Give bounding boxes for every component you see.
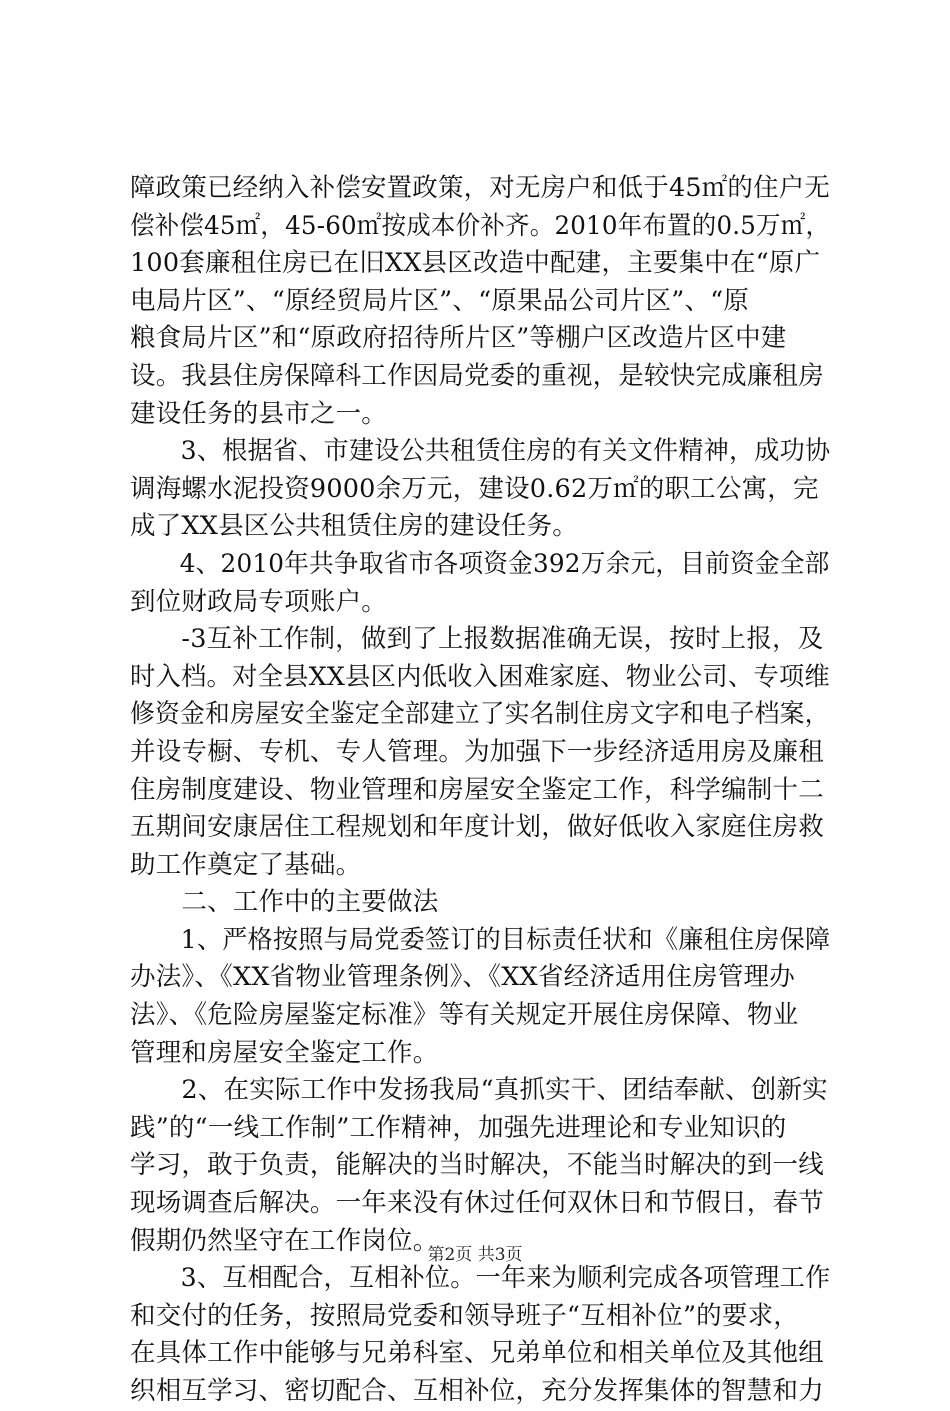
text-line: 法》、《危险房屋鉴定标准》等有关规定开展住房保障、物业 [130,1000,799,1031]
text-line: 助工作奠定了基础。 [130,849,362,880]
text-line: 五期间安康居住工程规划和年度计划，做好低收入家庭住房救 [130,812,824,843]
text-line: 时入档。对全县XX县区内低收入困难家庭、物业公司、专项维 [130,661,830,692]
text-line: 践”的“一线工作制”工作精神，加强先进理论和专业知识的 [130,1112,787,1143]
text-line: 假期仍然坚守在工作岗位。 [130,1225,439,1256]
text-line: 障政策已经纳入补偿安置政策，对无房户和低于45㎡的住户无 [130,173,831,203]
text-line: 织相互学习、密切配合、互相补位，充分发挥集体的智慧和力 [130,1376,824,1406]
text-line: 偿补偿45㎡，45-60㎡按成本价补齐。2010年布置的0.5万㎡， [130,210,831,241]
text-line: 2、在实际工作中发扬我局“真抓实干、团结奉献、创新实 [130,1075,828,1106]
text-line: 建设任务的县市之一。 [130,398,388,429]
text-line: 4、2010年共争取省市各项资金392万余元，目前资金全部 [130,548,830,579]
text-line: 3、互相配合，互相补位。一年来为顺利完成各项管理工作 [130,1263,831,1294]
text-line: 在具体工作中能够与兄弟科室、兄弟单位和相关单位及其他组 [130,1338,824,1369]
text-line: 现场调查后解决。一年来没有休过任何双休日和节假日，春节 [130,1188,824,1219]
text-line: 调海螺水泥投资9000余万元，建设0.62万㎡的职工公寓，完 [130,473,819,504]
text-line: 成了XX县区公共租赁住房的建设任务。 [130,511,578,542]
text-line: 和交付的任务，按照局党委和领导班子“互相补位”的要求， [130,1300,799,1331]
text-line: 住房制度建设、物业管理和房屋安全鉴定工作，科学编制十二 [130,774,824,805]
page-number-footer: 第2页 共3页 [427,1245,523,1265]
text-line: 3、根据省、市建设公共租赁住房的有关文件精神，成功协 [130,436,831,467]
text-line: 100套廉租住房已在旧XX县区改造中配建，主要集中在“原广 [130,248,821,279]
text-line: 粮食局片区”和“原政府招待所片区”等棚户区改造片区中建 [130,323,787,354]
text-line: 到位财政局专项账户。 [130,586,388,617]
text-line: 办法》、《XX省物业管理条例》、《XX省经济适用住房管理办 [130,962,795,993]
text-line: 并设专橱、专机、专人管理。为加强下一步经济适用房及廉租 [130,736,824,767]
text-line: 1、严格按照与局党委签订的目标责任状和《廉租住房保障 [130,924,831,955]
text-line: 设。我县住房保障科工作因局党委的重视，是较快完成廉租房 [130,360,824,391]
section-heading: 二、工作中的主要做法 [130,887,439,918]
text-line: -3互补工作制，做到了上报数据准确无误，按时上报，及 [130,624,824,655]
text-line: 管理和房屋安全鉴定工作。 [130,1037,439,1068]
text-line: 电局片区”、“原经贸局片区”、“原果品公司片区”、“原 [130,285,750,316]
text-line: 学习，敢于负责，能解决的当时解决，不能当时解决的到一线 [130,1150,824,1181]
text-line: 修资金和房屋安全鉴定全部建立了实名制住房文字和电子档案， [130,699,830,730]
document-body [130,170,830,1411]
